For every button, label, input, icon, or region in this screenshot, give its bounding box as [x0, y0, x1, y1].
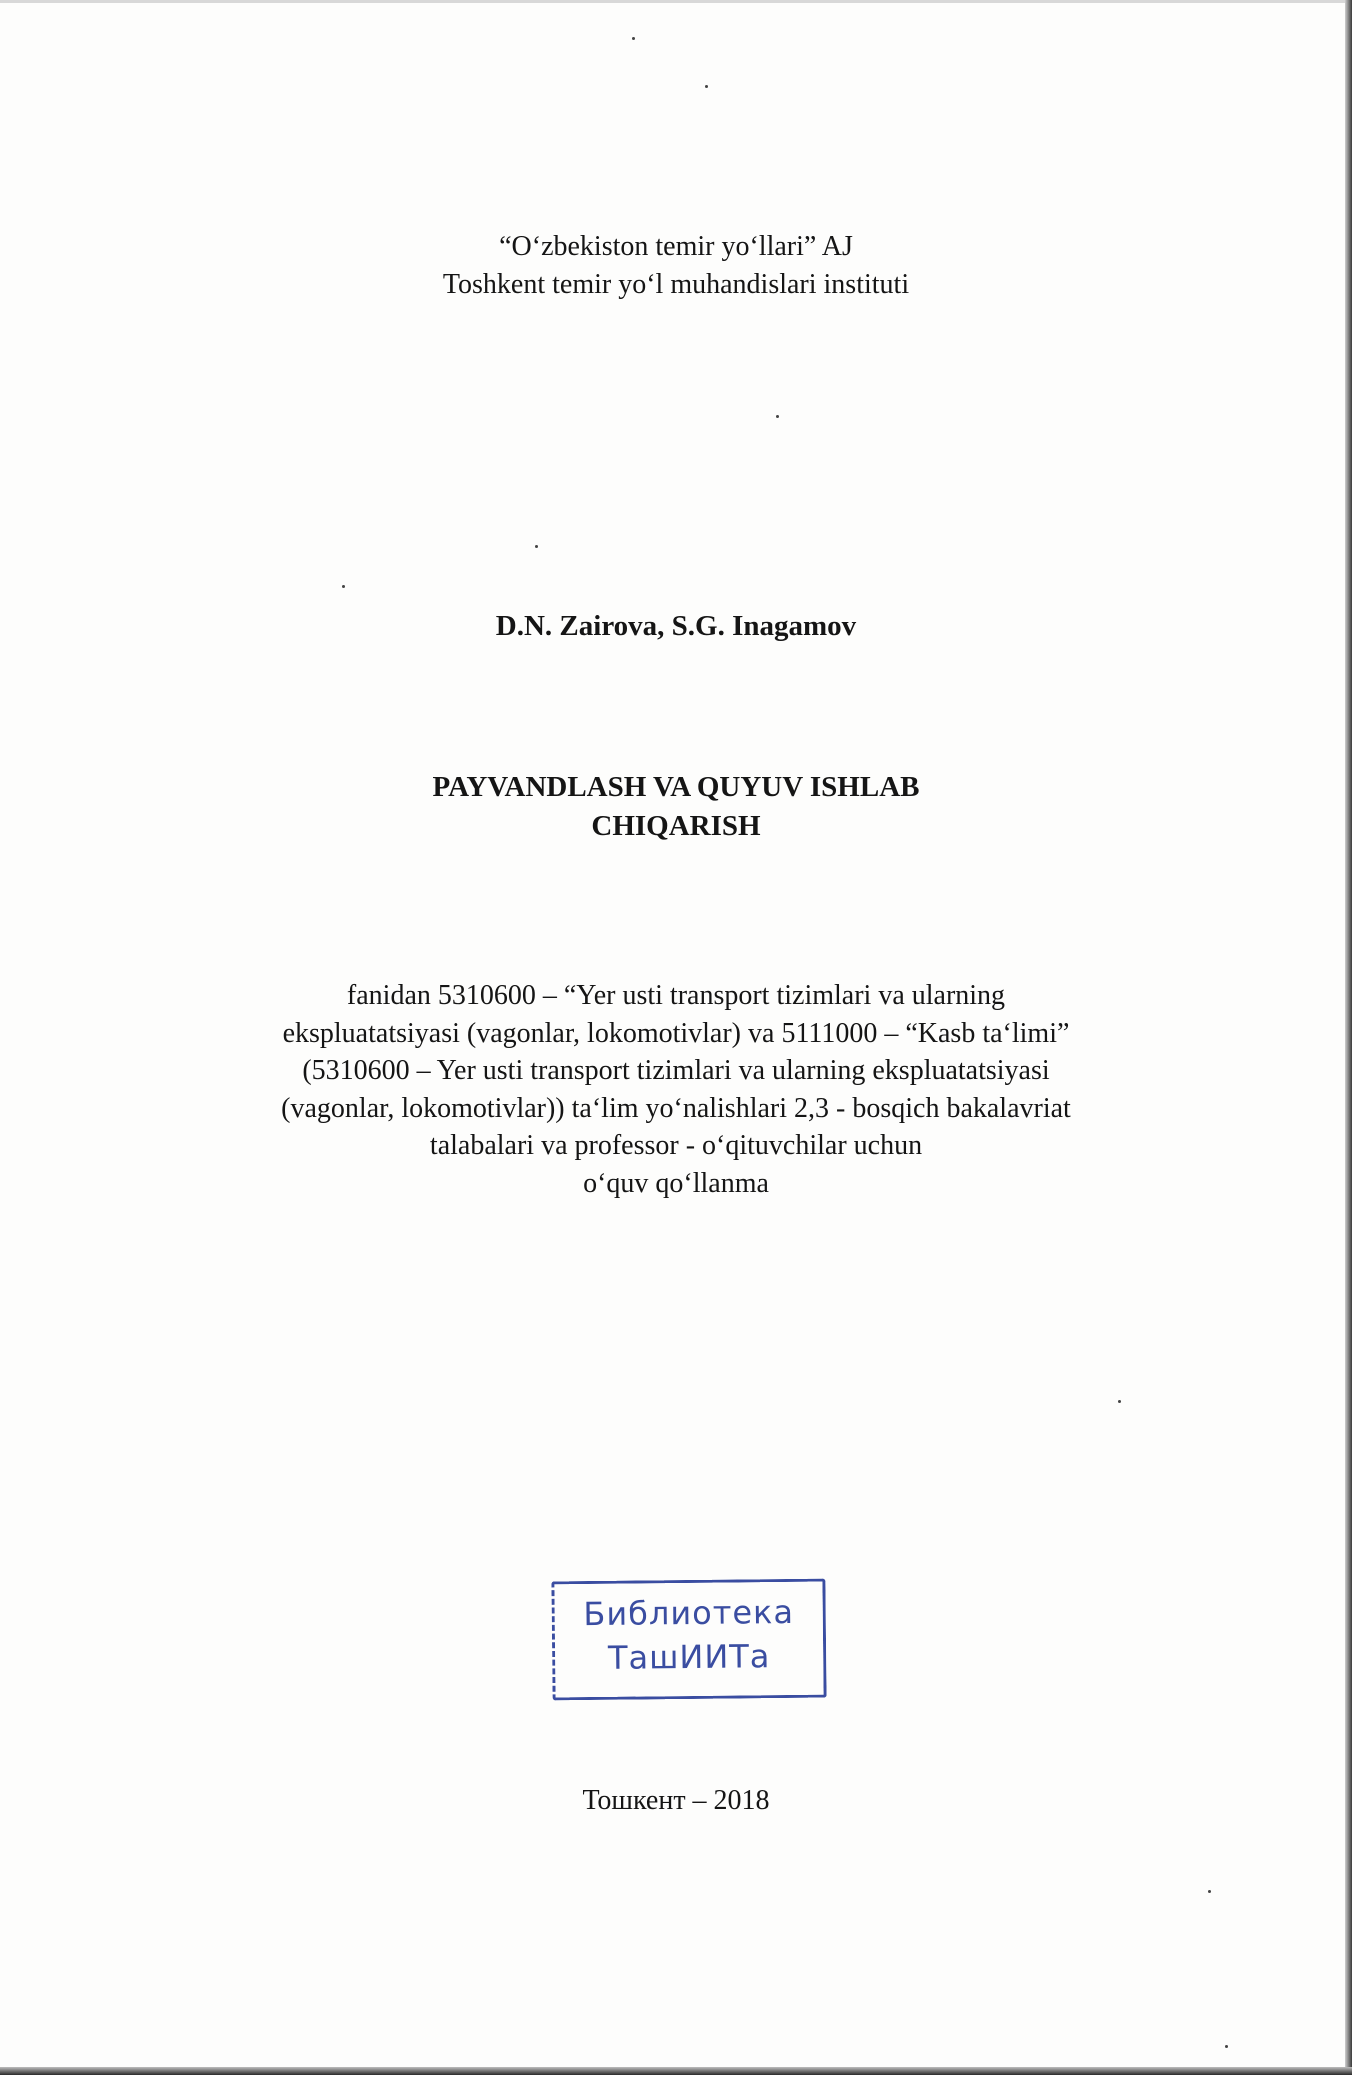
publisher-block [0, 228, 1352, 304]
description-block [0, 977, 1352, 1202]
scan-speck [632, 37, 635, 40]
description-line: (vagonlar, lokomotivlar)) ta‘lim yo‘nalishlari 2,3 - bosqich bakalavriat [281, 1092, 1071, 1124]
description-line: o‘quv qo‘llanma [583, 1167, 769, 1199]
description-line: talabalari va professor - o‘qituvchilar uchun [429, 1130, 923, 1161]
scan-speck [1208, 1890, 1211, 1893]
scan-edge-bottom [0, 2067, 1352, 2075]
description-line: fanidan 5310600 – “Yer usti transport tizimlari va ularning [346, 980, 1006, 1011]
place-and-year [0, 1782, 1352, 1820]
scan-speck [776, 415, 779, 418]
stamp-text: Библиотека [583, 1592, 795, 1634]
scan-speck [342, 585, 345, 588]
description-line: (5310600 – Yer usti transport tizimlari va ularning ekspluatatsiyasi [302, 1055, 1050, 1086]
scan-speck [705, 85, 708, 88]
stamp-text: ТашИИТа [607, 1637, 771, 1677]
institute-name: Toshkent temir yo‘l muhandislari instituti [442, 269, 910, 300]
title-line: PAYVANDLASH VA QUYUV ISHLAB [432, 771, 920, 803]
scan-speck [1118, 1400, 1121, 1403]
city-year: Тошкент – 2018 [582, 1785, 770, 1816]
author-names: D.N. Zairova, S.G. Inagamov [495, 610, 857, 642]
description-line: ekspluatatsiyasi (vagonlar, lokomotivlar) va 5111000 – “Kasb ta‘limi” [282, 1017, 1070, 1049]
library-stamp [551, 1579, 826, 1701]
authors [0, 606, 1352, 646]
book-title [0, 768, 1352, 846]
scan-speck [535, 545, 538, 548]
title-line: CHIQARISH [591, 810, 761, 842]
scan-edge-top [0, 0, 1352, 3]
scan-speck [1225, 2045, 1228, 2048]
organization-name: “O‘zbekiston temir yo‘llari” AJ [499, 231, 853, 262]
